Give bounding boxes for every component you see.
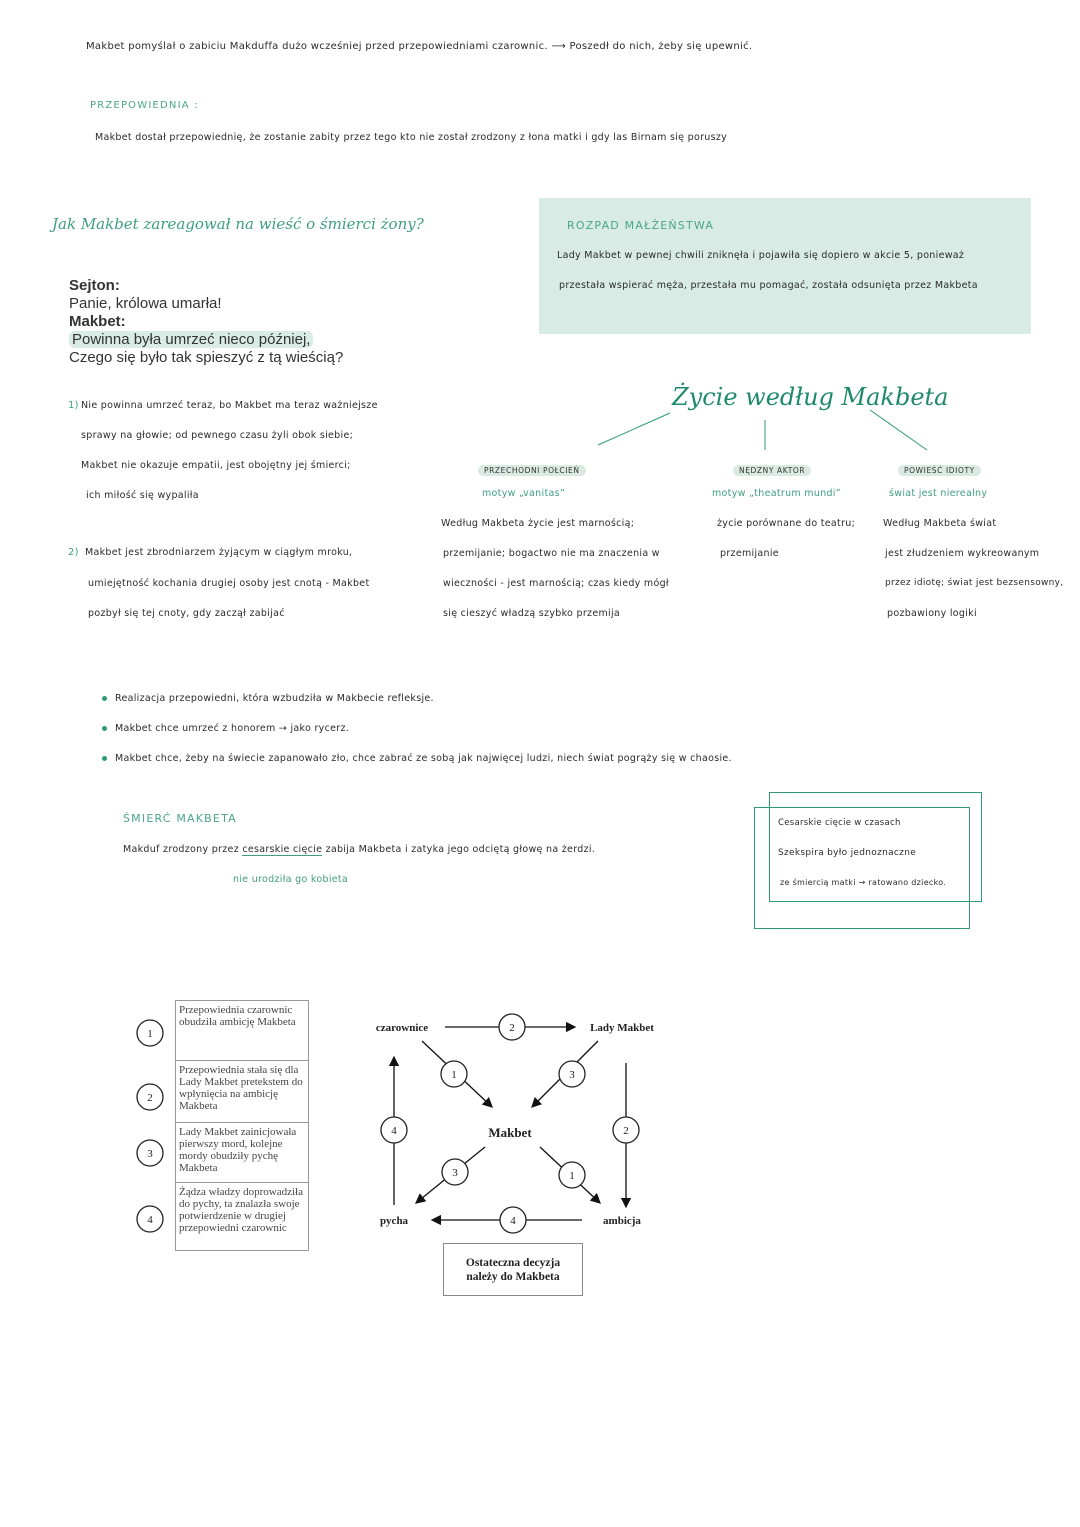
point-2-number: 2) [68,547,79,558]
death-note: nie urodziła go kobieta [233,874,349,885]
edge-label-makbet-ambition: 1 [569,1170,575,1182]
edge-label-witches-makbet: 1 [451,1069,457,1081]
prophecy-title: PRZEPOWIEDNIA : [90,100,199,111]
edge-label-makbet-pride: 3 [452,1167,458,1179]
scheme-row-4: Żądza władzy doprowadziła do pychy, ta znalazła swoje potwierdzenie w drugiej przepowiedni czarownic [176,1183,309,1251]
note-line-3: ze śmiercią matki → ratowano dziecko. [780,878,947,887]
point-1-line-3: Makbet nie okazuje empatii, jest obojętny jej śmierci; [81,460,351,471]
scheme-table [175,1000,309,1251]
branch-2-line-2: przemijanie [720,548,779,559]
quote-line-3: Czego się było tak spieszyć z tą wieścią? [69,349,344,366]
prophecy-text: Makbet dostał przepowiednię, że zostanie zabity przez tego kto nie został zrodzony z łona matki i gdy las Birnam się poruszy [95,132,728,143]
bullet-text-2: Makbet chce umrzeć z honorem → jako rycerz. [115,723,350,734]
connector-left [598,413,670,445]
branch-3-line-4: pozbawiony logiki [887,608,977,619]
death-title: ŚMIERĆ MAKBETA [123,812,237,825]
bullet-dot [102,696,107,701]
branch-1-line-2: przemijanie; bogactwo nie ma znaczenia w [443,548,660,559]
note-line-2: Szekspira było jednoznaczne [778,848,917,858]
reaction-question: Jak Makbet zareagował na wieść o śmierci żony? [52,215,424,233]
branch-1-line-3: wieczności - jest marnością; czas kiedy mógł [443,578,669,589]
connector-right [870,410,927,450]
death-text-before: Makduf zrodzony przez [123,844,239,855]
branch-1-line-1: Według Makbeta życie jest marnością; [441,518,635,529]
final-decision-text: Ostateczna decyzja należy do Makbeta [465,1256,561,1283]
note-line-1: Cesarskie cięcie w czasach [778,818,901,828]
branch-2-label-wrap [733,458,811,477]
bullet-text-1: Realizacja przepowiedni, która wzbudziła w Makbecie refleksje. [115,693,434,704]
node-pride: pycha [379,1215,409,1227]
life-connectors [0,0,1080,700]
marriage-line-2: przestała wspierać męża, przestała mu pomagać, została odsunięta przez Makbeta [559,280,978,291]
branch-3-motif: świat jest nierealny [889,488,988,499]
scheme-row-1: Przepowiednia czarownic obudziła ambicję Makbeta [176,1001,309,1061]
node-ambition: ambicja [603,1215,641,1227]
quote-speaker-1: Sejton: [69,277,120,294]
scheme-row-3: Lady Makbet zainicjowała pierwszy mord, kolejne mordy obudziły pychę Makbeta [176,1123,309,1183]
marriage-title: ROZPAD MAŁŻEŃSTWA [567,219,715,232]
point-1-line-2: sprawy na głowie; od pewnego czasu żyli obok siebie; [81,430,354,441]
final-decision-box [443,1243,583,1296]
point-1-line-1: Nie powinna umrzeć teraz, bo Makbet ma teraz ważniejsze [81,400,378,411]
death-text [123,844,595,855]
quote-line-2-highlighted: Powinna była umrzeć nieco później, [69,331,313,348]
point-2-line-1: Makbet jest zbrodniarzem żyjącym w ciągłym mroku, [85,547,353,558]
node-lady-makbet: Lady Makbet [590,1022,654,1034]
node-witches: czarownice [375,1022,429,1034]
branch-1-label: PRZECHODNI POŁCIEŃ [478,465,586,476]
node-makbet: Makbet [488,1125,532,1140]
scheme-num-1: 1 [147,1028,153,1040]
scheme-row-2: Przepowiednia stała się dla Lady Makbet pretekstem do wpłynięcia na ambicję Makbeta [176,1061,309,1123]
branch-3-line-1: Według Makbeta świat [883,518,997,529]
death-text-underlined: cesarskie cięcie [242,844,323,855]
edge-label-lady-makbet: 3 [569,1069,575,1081]
branch-3-label-wrap [898,458,981,477]
point-2-line-2: umiejętność kochania drugiej osoby jest cnotą - Makbet [88,578,370,589]
edge-label-bottom: 4 [510,1215,516,1227]
point-2-line-3: pozbył się tej cnoty, gdy zaczął zabijać [88,608,285,619]
bullet-dot [102,726,107,731]
death-text-after: zabija Makbeta i zatyka jego odciętą głowę na żerdzi. [325,844,596,855]
marriage-line-1: Lady Makbet w pewnej chwili zniknęła i pojawiła się dopiero w akcie 5, ponieważ [557,250,965,261]
edge-label-left: 4 [391,1125,397,1137]
scheme-num-3: 3 [147,1148,153,1160]
branch-2-motif: motyw „theatrum mundi” [712,488,841,499]
point-1-line-4: ich miłość się wypaliła [86,490,199,501]
branch-1-label-wrap [478,458,586,477]
scheme-number-circles [130,1015,170,1255]
life-title: Życie według Makbeta [672,383,949,411]
intro-line: Makbet pomyślał o zabiciu Makduffa dużo wcześniej przed przepowiedniami czarownic. ⟶ Poszedł do nich, żeby się upewnić. [86,41,753,52]
bullet-dot [102,756,107,761]
branch-3-line-3: przez idiotę; świat jest bezsensowny, [885,578,1064,588]
branch-1-motif: motyw „vanitas” [482,488,566,499]
branch-3-label: POWIEŚĆ IDIOTY [898,465,981,476]
bullet-text-3: Makbet chce, żeby na świecie zapanowało zło, chce zabrać ze sobą jak najwięcej ludzi, niech świat pogrąży się w chaosie. [115,753,732,764]
edge-label-top: 2 [509,1022,515,1034]
branch-2-label: NĘDZNY AKTOR [733,465,811,476]
branch-3-line-2: jest złudzeniem wykreowanym [885,548,1040,559]
quote-line-1: Panie, królowa umarła! [69,295,222,312]
bullet-item-3 [102,753,732,764]
quote-speaker-2: Makbet: [69,313,126,330]
bullet-item-1 [102,693,434,704]
scheme-num-4: 4 [147,1214,153,1226]
branch-1-line-4: się cieszyć władzą szybko przemija [443,608,621,619]
scheme-num-2: 2 [147,1092,153,1104]
branch-2-line-1: życie porównane do teatru; [717,518,856,529]
edge-label-right: 2 [623,1125,629,1137]
point-1-number: 1) [68,400,79,411]
bullet-item-2 [102,723,349,734]
